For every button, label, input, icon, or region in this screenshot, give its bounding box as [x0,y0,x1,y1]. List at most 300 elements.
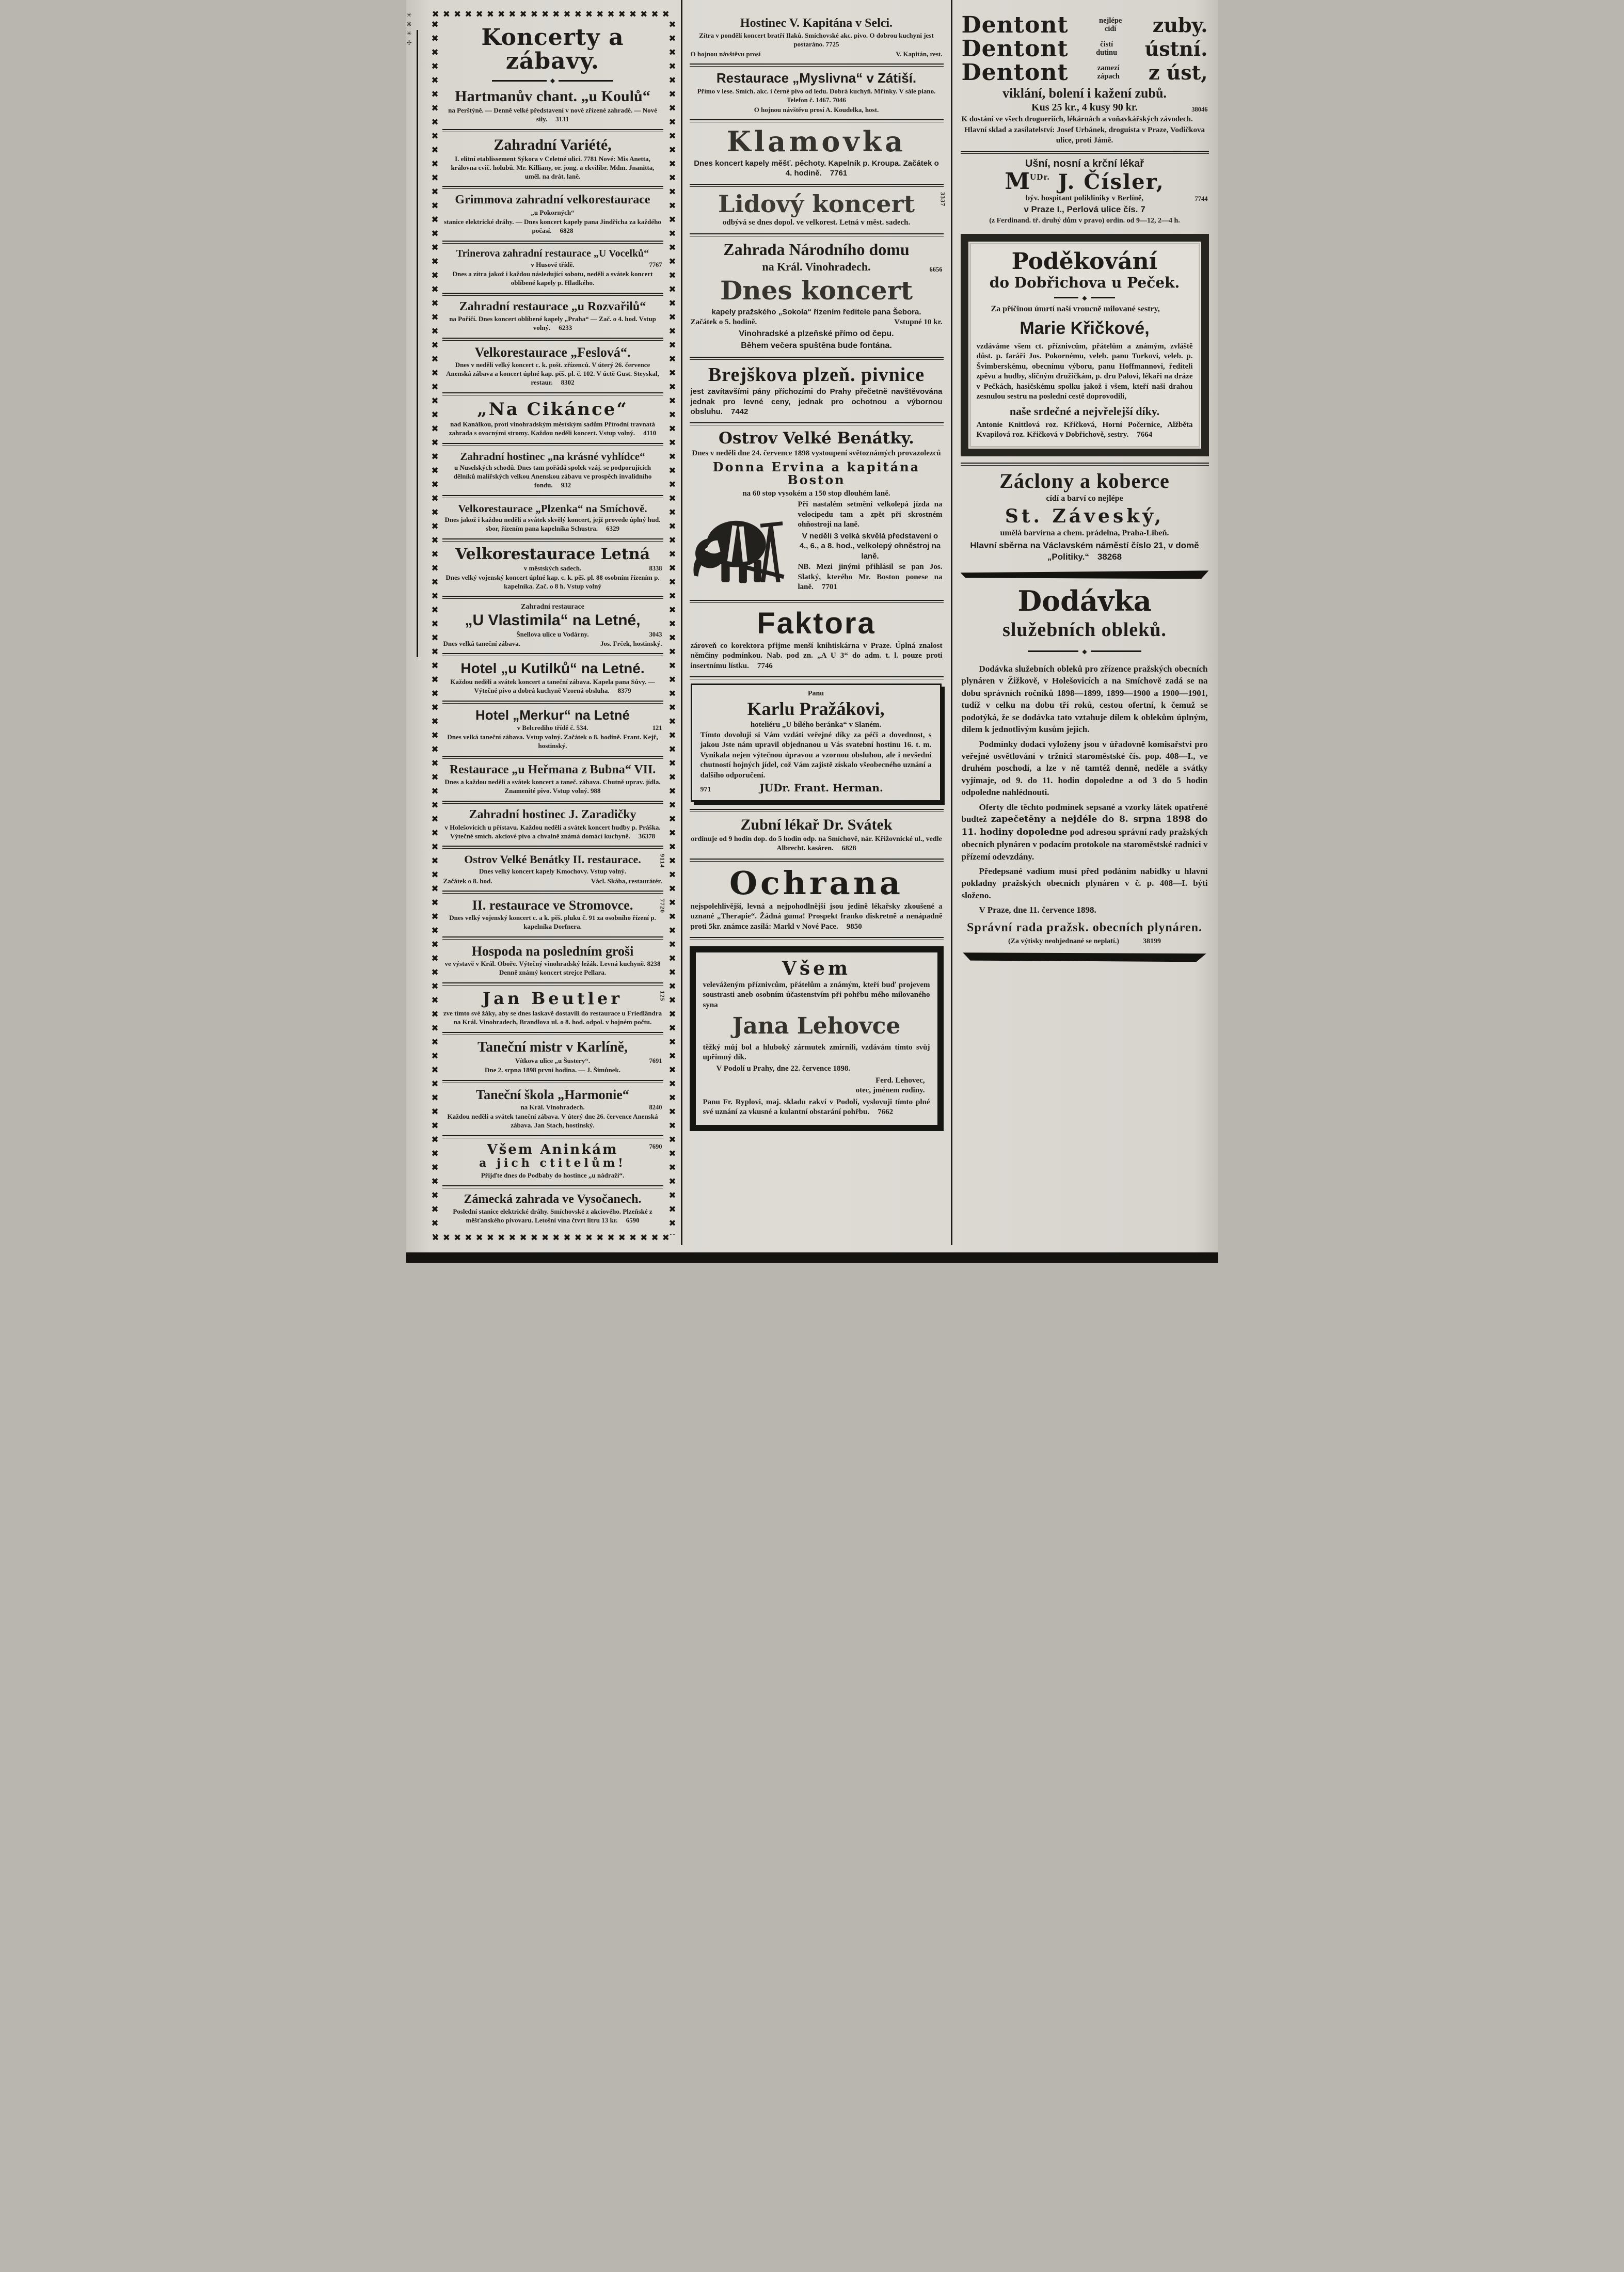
ad-title: Taneční škola „Harmonie“ [476,1087,629,1102]
ad-klamovka [690,125,944,180]
ad-signature-block [703,1076,925,1095]
mid-line-1: zamezí [1097,64,1120,73]
ad-title: Lidový koncert [718,189,915,218]
ad-number: 38046 [1191,105,1208,113]
ad-number: 3131 [555,115,569,123]
ad-body [443,106,662,124]
chain-border-bottom [432,1233,674,1245]
ad-body [691,902,943,932]
ad-tanecni-mistr-karlin [442,1038,663,1076]
ad-title: Restaurace „u Heřmana z Bubna“ VII. [449,762,656,776]
ad-jana-lehovce-obituary [690,946,944,1131]
ad-subtitle [443,1057,662,1065]
page-bottom-edge [406,1252,1218,1263]
ad-body [691,835,943,853]
separator [442,756,663,759]
ad-body: Dnes velký koncert kapely Kmochovy. Vstup volný. [479,867,627,875]
ad-number: 7767 [649,261,662,268]
ad-brejskova-pivnice [690,363,944,419]
ad-performers: Donna Ervina a kapitána Boston [712,459,920,488]
ad-vertical-number: 7720 [659,898,666,913]
ad-title: Taneční mistr v Karlíně, [477,1039,628,1055]
ad-vertical-number: 125 [659,991,666,1002]
ad-number: 6329 [606,524,619,532]
doctor-title-superscript: UDr. [1030,172,1050,182]
ad-body-text: u Nuselských schodů. Dnes tam pořádá spolek vzáj. se podporujících dělníků malířských velkou Anenskou zábavu ve prospěch invalidního fondu. [453,464,652,489]
ad-date-line: V Praze, dne 11. července 1898. [979,905,1096,915]
section-title: Koncerty a zábavy. [481,24,624,75]
separator [442,846,663,849]
ad-trinerova-restaurace [442,247,663,289]
ad-title: Všem [782,958,851,980]
ad-number: 8302 [561,378,575,387]
ad-body-2: těžký můj bol a hluboký zármutek zmírnili, vzdávám tímto svůj upřímný dík. [703,1043,930,1062]
ad-row-right: Václ. Skába, restaurátér. [591,877,662,885]
ad-body: kapely pražského „Sokola“ řízením ředitele pana Šebora. [711,307,921,316]
separator [690,63,944,67]
dentont-mid-text [1097,17,1124,34]
ad-body: odbývá se dnes dopol. ve velkorest. Letná v měst. sadech. [722,218,911,227]
ad-title: Záclony a koberce [999,469,1170,492]
ad-title: Hotel „Merkur“ na Letné [475,707,630,723]
dentont-mid-text [1095,65,1122,81]
ad-row-left: O hojnou návštěvu prosí [690,50,761,58]
ad-body-text: Dnes jakož i každou neděli a svátek skvělý koncert, jejž provede úplný hud. sbor, řízením pana kapelníka Schustra. [444,516,661,532]
ad-title: Hartmanův chant. „u Koulů“ [455,88,650,105]
ad-row-right: Vstupné 10 kr. [894,318,943,327]
dentont-claim-line: viklání, bolení i kažení zubů. [1002,86,1167,101]
columns [406,0,1218,1245]
ad-number: 8379 [617,686,631,694]
ad-title: „U Vlastimila“ na Letné, [465,612,641,629]
ad-body-text: nejspolehlivější, levná a nejpohodlnější jsou jedině lékařsky zkoušené a uznané „Therapie“. Žádná guma! Prospekt franko diskretně a nenápadně proti 5kr. známce zasílá: Markl v Nové Pace. [690,902,943,931]
ad-number: 7662 [878,1108,894,1117]
ad-hotel-merkur [442,707,663,752]
divider-ornament-line [1054,295,1114,301]
separator [690,600,944,603]
doctor-address: v Praze I., Perlová ulice čís. 7 [1024,204,1145,215]
ad-rope-line: na 60 stop vysokém a 150 stop dlouhém laně. [742,489,890,498]
ad-number: 9850 [846,922,862,931]
ad-body: Tímto dovoluji si Vám vzdáti veřejné díky za péči a dovednost, s jakou Jste nám upravil objednanou u Vás svatební hostinu 16. t. m. Vynikala nejen výtečnou úpravou a vzornou obsluhou, ale i nevšední chutností hojných jídel, což Vám zajistě získalo všeobecného uznání a dalšího odporučení. [700,730,932,780]
black-banner-top [961,570,1209,579]
separator [690,119,944,122]
page-fold-line [417,30,418,657]
ad-body [443,315,662,332]
separator [442,801,663,804]
ad-body [691,641,943,672]
black-banner-bottom [961,952,1209,962]
ad-subtitle-text: na Král. Vinohradech. [520,1103,585,1111]
ad-dentont [961,13,1209,147]
ad-row-right: Jos. Frček, hostinský. [600,640,662,648]
ad-title: II. restaurace ve Stromovce. [472,897,633,913]
separator [442,596,663,599]
ad-plzenka-smichov [442,501,663,535]
brand-name: Dentont [961,12,1069,38]
ad-signature: Správní rada pražsk. obecních plynáren. [967,920,1202,934]
ad-place-date: V Podolí u Prahy, dne 22. července 1898. [716,1064,851,1073]
chain-border-left [428,20,440,1235]
ad-body-2: O hojnou návštěvu prosí A. Koudelka, host. [754,105,879,114]
ad-title: Velkorestaurace Letná [455,545,650,563]
ad-u-vlastimila [442,602,663,649]
ad-body [443,516,662,533]
ad-lead: Dnes v neděli dne 24. července 1898 vystoupení světoznámých provazolezců [692,449,941,457]
ad-number: 7761 [830,169,848,178]
paragraph-emphasis: zapečetěny a nejdéle do 8. srpna 1898 do 11. hodiny dopoledne [961,814,1208,837]
ad-body [443,218,662,235]
ad-number: 6656 [929,265,943,273]
ad-body-text: Dnes v neděli velký koncert c. k. pošt. zřízenců. V úterý 26. července Anenská zábava a koncert úplné kap. pěš. pl. č. 102. V úctě Gust. Steyskal, restaur. [446,361,659,387]
column-middle [681,0,952,1245]
ad-body-text: na Perštýně. — Denně velké představení v nově zřízené zahradě. — Nové síly. [448,106,657,123]
ad-body-text: v Holešovicích u přístavu. Každou neděli a svátek koncert hudby p. Práška. Výtečné smích. akciové pivo a chvalně známá domácí kuchyně. [444,823,661,840]
ad-title: Brejškova plzeň. pivnice [708,363,925,386]
claim-word: z úst, [1148,61,1208,84]
ad-body-text: Panu Fr. Ryplovi, maj. skladu rakví v Podolí, vyslovuji tímto plné své uznání za vkusné a kulantní obstarání pohřbu. [703,1098,930,1117]
ad-note: Vinohradské a plzeňské přímo od čepu. [739,329,894,339]
ad-body: Dnes a každou neděli a svátek koncert a taneč. zábava. Chutně uprav. jídla. Znamenité pivo. Vstup volný. 988 [444,778,661,795]
separator [442,1032,663,1035]
separator [442,982,663,986]
ad-body-text: Každou neděli a svátek koncert a taneční zábava. Kapela pana Sůvy. — Výtečné pivo a dobrá kuchyně Vzorná obsluha. [450,677,655,694]
ad-subtitle [443,261,662,269]
ad-big-line: Dnes koncert [720,275,913,306]
ad-paragraph-2: Podmínky dodací vyloženy jsou v úřadovně komisařství pro veřejné osvětlování v tržnici staroměstské čís. pop. 408—I., ve druhém poschodí, a lze v ně tamtéž denně, neděle a svátky vyjímaje, od 9. do 11. hodin dopoledne a od 3 do 5 hodin odpoledne nahlédnouti. [961,739,1208,798]
ad-body [443,1208,662,1225]
ad-body: Dne 2. srpna 1898 první hodina. — J. Šimůnek. [485,1066,620,1074]
ad-grimmova-velkorestaurace [442,192,663,236]
separator [961,151,1209,154]
ad-vertical-number: 9114 [659,854,666,868]
ad-number: 36378 [638,832,656,840]
ad-row [691,50,943,58]
claim-word: zuby. [1152,13,1208,37]
doctor-name-initial: M [1005,168,1030,195]
ad-address [962,540,1208,563]
ad-ochrana [690,865,944,933]
ad-row [691,318,943,327]
ad-title: Hostinec V. Kapitána v Selci. [740,17,893,30]
ad-title: Všem Aninkám [487,1141,618,1157]
separator [442,495,663,498]
ad-row-left: Dnes velká taneční zábava. [443,640,520,648]
separator [690,937,944,940]
ad-na-cikance [442,399,663,439]
divider-ornament-line [492,77,613,84]
edge-marks [407,10,415,47]
ad-na-krasne-vyhlidce [442,449,663,491]
ad-u-rozvarilu [442,299,663,334]
ad-subtitle-text: Vítkova ulice „u Šustery“. [515,1056,591,1064]
ad-title: Velkorestaurace „Plzenka“ na Smíchově. [458,502,647,515]
ad-number: 7690 [649,1142,662,1150]
ad-number: 7701 [821,583,837,592]
dentont-row-1 [962,14,1208,37]
ad-number: 932 [561,481,571,489]
ad-paragraph-3 [962,801,1208,863]
column-concerts [420,0,678,1245]
chain-border-right [665,20,678,1235]
ad-title: Karlu Pražákovi, [747,698,885,720]
ad-zahrada-narodniho-domu [690,240,944,353]
ad-body: Zítra v pondělí koncert bratří Ilaků. Smíchovské akc. pivo. O dobrou kuchyni jest postaráno. 7725 [699,31,934,49]
ad-subtitle [691,260,943,274]
ad-lidovy-koncert [690,189,947,230]
ad-subtitle [443,630,662,639]
ad-body-text: Poslední stanice elektrické dráhy. Smíchovské z akciového. Plzeňské z měšťanského pivovaru. Letošní vína čtvrt litru 13 kr. [453,1208,652,1224]
ad-signature [977,420,1193,440]
ad-row-right: V. Kapitán, rest. [896,50,943,58]
separator [442,701,663,704]
ad-body: umělá barvírna a chem. prádelna, Praha-Libeň. [1000,529,1169,538]
ad-pretitle: Zahradní restaurace [520,603,584,611]
ad-title: Ostrov Velké Benátky II. restaurace. [464,853,641,866]
ad-body [443,464,662,490]
ad-number: 7746 [757,661,773,670]
ad-title: Zubní lékař Dr. Svátek [740,816,893,834]
ad-title: Zahradní Variété, [493,136,612,153]
ad-restaurace-myslivna [690,70,944,116]
ad-paragraph-1: Při nastalém setmění velkolepá jízda na velocipedu tam a zpět při skrostném ohňostroji na laně. [798,500,943,529]
dentont-price-line [962,102,1208,114]
divider-ornament [1082,648,1087,655]
ad-row-left: Začátek o 5. hodině. [690,318,757,327]
ad-number: 7744 [1195,195,1208,203]
ad-zahradni-variete [442,135,663,182]
ad-title: Ochrana [729,864,903,902]
ad-title: Ostrov Velké Benátky. [719,428,914,448]
ad-number: 121 [652,724,662,732]
ad-body: Každou neděli a svátek taneční zábava. V úterý dne 26. července Anenská zábava. Jan Stach, hostinský. [447,1113,658,1129]
paragraph-text: Oferty dle těchto podmínek sepsané a vzorky látek opatřené budtež [961,802,1208,824]
ad-subtitle: „u Pokorných“ [531,208,575,216]
separator [442,443,663,446]
ad-row [443,877,662,885]
dentont-row-3 [962,61,1208,84]
mid-line-2: dutinu [1096,49,1118,57]
ad-podekovani-krickova [961,234,1209,456]
ad-title: Zahrada Národního domu [723,240,910,259]
ad-body: Přímo v lese. Smích. akc. i černé pivo od ledu. Dobrá kuchyň. Mřínky. V sále piano. Telefon č. 1467. 7046 [697,87,936,104]
ad-number: 7691 [649,1057,662,1064]
ad-number: 6828 [560,226,574,234]
ad-subtitle-text: na Král. Vinohradech. [762,260,871,273]
dentont-distributor: Hlavní sklad a zasílatelství: Josef Urbánek, droguista v Praze, Vodičkova ulice, proti Jámě. [964,126,1205,145]
ad-title: Hotel „u Kutilků“ na Letné. [460,660,645,677]
ad-number: 38199 [1143,938,1161,946]
ad-body: ve výstavě v Král. Oboře. Výtečný vinohradský ležák. Levná kuchyně. 8238 Denně známý koncert strejce Pellara. [444,960,661,977]
ad-lead: Za příčinou úmrtí naší vroucně milované sestry, [991,304,1160,313]
ad-body-text: Dnes koncert kapely měšť. pěchoty. Kapelník p. Kroupa. Začátek o 4. hodině. [694,158,939,178]
ad-subtitle [443,724,662,732]
price-text: Kus 25 kr., 4 kusy 90 kr. [1031,101,1138,113]
claim-word: ústní. [1144,37,1208,60]
ad-title-line-2: do Dobřichova u Peček. [989,274,1180,292]
mid-line-2: zápach [1097,72,1120,81]
ad-title: „Na Cikánce“ [477,399,628,420]
ad-body-text: NB. Mezi jinými přihlásil se pan Jos. Slatký, kterého Mr. Boston ponese na laně. [798,563,943,592]
footnote-text: (Za výtisky neobjednané se neplatí.) [1008,938,1120,946]
paragraph-text: pod adresou správní rady pražských obecních plynáren v podacím protokole na staroměstské radnici v přízemí odevzdány. [961,827,1208,862]
doctor-credentials [962,194,1208,203]
ad-hostinec-kapitana [690,15,944,60]
separator [690,233,944,236]
ad-deceased-name: Marie Křičkové, [1020,318,1150,338]
separator [442,653,663,656]
ad-feslova [442,344,663,389]
ad-ii-restaurace-stromovka [442,897,666,933]
ad-body [443,823,662,841]
mid-line-1: čistí [1100,40,1113,49]
ad-ostrov-velke-benatky [690,428,944,597]
ad-lead: cídí a barví co nejlépe [1046,494,1123,503]
doctor-specialty: Ušní, nosní a krční lékař [1025,158,1144,170]
ad-number: 971 [700,786,711,794]
ad-body [443,678,662,695]
ad-deceased-name: Jana Lehovce [732,1013,901,1040]
separator [442,891,663,894]
ad-company-name: St. Záveský, [1005,505,1165,528]
separator [442,936,663,940]
ad-karlu-prazakovi [691,684,942,802]
ad-title: Klamovka [726,125,906,158]
ad-body: Dnes velký vojenský koncert úplné kap. c. k. pěš. pl. 88 osobním řízením p. kapelníka. Zač. o 8 h. Vstup volný [445,573,660,590]
ad-address-text: Hlavní sběrna na Václavském náměstí číslo 21, v domě „Politiky.“ [970,541,1199,562]
ad-title: Zámecká zahrada ve Vysočanech. [464,1192,642,1206]
ad-body: I. elitní etablissement Sýkora v Celetné ulici. 7781 Nové: Mis Anetta, královna cvič. holubů. Mr. Killiany, or. jong. a ekvilibr. Mdm. Jnanitta, uměl. na drát. laně. [451,154,655,180]
separator [442,1135,663,1138]
separator [690,859,944,862]
ad-dodavka-obleku [961,585,1209,946]
ad-faktora [690,606,944,673]
ad-body [691,387,943,417]
ad-number: 7442 [731,407,749,417]
ad-body: Přijďte dnes do Podbaby do hostince „u nádraží“. [481,1171,625,1179]
elephant-illustration [691,501,793,595]
divider-ornament [550,77,555,84]
ad-number: 7664 [1137,431,1153,439]
separator [442,392,663,395]
ad-title: Zahradní restaurace „u Rozvařilů“ [459,299,646,313]
mid-line-2: cidí [1104,25,1117,33]
column-right [952,0,1215,1245]
ad-vsem-aninkam [442,1141,663,1182]
ad-body: Dnes velká taneční zábava. Vstup volný. Začátek o 8. hodině. Frant. Kejř, hostinský. [447,733,658,750]
ad-signature-text: Antonie Knittlová roz. Křičková, Horní Počernice, Alžběta Kvapilová roz. Křičková v Dobřichově, sestry. [976,420,1193,439]
doctor-hours: (z Ferdinand. tř. druhý dům v pravo) ordin. od 9—12, 2—4 h. [989,217,1180,225]
ad-title: Zahradní hostinec „na krásné vyhlídce“ [460,450,645,463]
ad-signature-role: otec, jménem rodiny. [855,1086,925,1094]
ad-subtitle-text: v Belcrediho třídě č. 534. [517,724,588,732]
ad-hostinec-zaradicky [442,807,663,842]
ad-paragraph-4: Předepsané vadium musí před podáním nabídky u hlavní pokladny pražských obecních plynáren v č. p. 408—I. býti složeno. [961,866,1208,900]
ad-title: Dodávka [1017,584,1152,618]
ad-benatky-ii-restaurace [442,852,666,886]
ad-body: vzdáváme všem ct. příznivcům, přátelům a známým, zvláště důst. p. faráři Jos. Pokornému, veleb. panu Turkovi, veleb. p. Švimberskému, obecnímu výboru, panu Hoffmannovi, řediteli zpěvu a hudby, sličným družičkám, p. dru Palovi, lékaři na dráze v Pečkách, hasičskému spolku jakož i všem, kteří naši drahou zesnulou sestru na poslední cestě doprovodili, [976,342,1193,401]
separator [442,293,663,296]
ad-body: veleváženým příznivcům, přátelům a známým, kteří buď projevem soustrasti aneb osobním účastenstvím při pohřbu mého milovaného syna [703,980,930,1009]
ad-body-text: nad Kanálkou, proti vinohradským městským sadům Přírodní travnatá zahrada s ovocnými stromy. Každou neděli koncert. Vstup volný. [449,420,655,437]
ad-title: Zahradní hostinec J. Zaradičky [469,808,636,822]
dentont-availability: K dostání ve všech drogueriích, lékárnách a voňavkářských závodech. [961,115,1193,123]
ad-tanecni-skola-harmonie [442,1086,663,1132]
separator [690,676,944,679]
brand-name: Dentont [961,36,1069,62]
ad-row [443,640,662,648]
ad-title-line-2: služebních obleků. [1002,618,1167,641]
ad-paragraph-1: Dodávka služebních obleků pro zřízence pražských obecních plynáren v Žižkově, v Holešovicích a na Smíchově zadá se na dobu správních ročníků 1898—1899, 1899—1900 a 1900—1901, tudíž v celku na dobu tří roků, cestou ofertní, k čemuž se podotýká, že se dodávka tato vztahuje dílem k oblekům úplným, dílem k jednotlivým kusům jejich. [961,663,1208,735]
ad-body: Dnes velký vojenský koncert c. a k. pěš. pluku č. 91 za osobního řízení p. kapelníka Dorfnera. [449,914,656,931]
ad-subtitle-text: v Husově třídě. [531,260,575,268]
ad-pretitle: Panu [807,690,824,698]
ad-signature-name: Ferd. Lehovec, [875,1076,925,1085]
divider-ornament-line [1028,648,1141,655]
ad-note-2: Během večera spuštěna bude fontána. [741,341,892,351]
ad-body-text: ordinuje od 9 hodin dop. do 5 hodin odp. na Smíchově, nár. Křižovnické ul., vedle Albrecht. kasáren. [691,835,942,853]
ad-number: 3043 [649,631,662,639]
separator [690,357,944,360]
ad-title: Poděkování [1011,248,1158,275]
ad-title: Trinerova zahradní restaurace „U Vocelků“ [456,247,649,259]
ad-subtitle-text: Šnellova ulice u Vodárny. [516,630,589,639]
separator [442,1185,663,1188]
doctor-name: J. Čísler, [1049,170,1165,195]
ad-velkorestaurace-letna [442,545,663,593]
ad-title: Restaurace „Myslivna“ v Zátiší. [716,70,917,86]
ad-title: Grimmova zahradní velkorestaurace [455,193,650,207]
ad-number: 6233 [559,323,572,331]
ad-title: Hospoda na posledním groši [471,943,634,959]
separator [442,241,663,244]
ad-body-text: na Poříčí. Dnes koncert oblíbené kapely „Praha“ — Zač. o 4. hod. Vstup volný. [449,315,656,331]
dentont-mid-text [1094,41,1119,57]
ad-title: Faktora [757,607,876,641]
ad-number: 8240 [649,1104,662,1111]
ad-mudr-cisler [961,157,1209,227]
ad-title: Velkorestaurace „Feslová“. [474,344,631,360]
ad-subtitle [443,564,662,573]
divider-ornament [1082,295,1087,301]
ad-body-3 [703,1098,930,1118]
ad-number: 4110 [643,428,657,437]
ad-signature-row [700,782,932,794]
separator [442,538,663,542]
separator [690,184,944,187]
ad-number: 8338 [649,564,662,572]
ad-body [691,158,943,179]
ad-body-text: jest zavítavšími pány příchozími do Prahy přečetně navštěvována jednak pro levné ceny, jednak pro ochotnou a výbornou obsluhu. [690,387,943,417]
ad-jan-beutler [442,989,666,1028]
ad-u-hermana-z-bubna [442,762,663,797]
doctor-name-line [962,170,1208,193]
ad-zaclony-a-koberce [961,469,1209,564]
ad-title-second-line: a jich ctitelům! [479,1156,626,1170]
separator [961,463,1209,466]
ad-body: zve tímto své žáky, aby se dnes laskavě dostavili do restaurace u Friedländra na Král. Vinohradech, Brandlova ul. o 8. hod. odpol. v hojném počtu. [443,1009,662,1026]
ad-number: 6590 [626,1216,640,1224]
ad-row-left: Začátek o 8. hod. [443,877,492,885]
ad-subtitle [443,1103,662,1111]
dentont-row-2 [962,38,1208,60]
ad-signature: JUDr. Frant. Herman. [759,782,883,795]
ad-footnote [962,938,1208,946]
credentials-text: býv. hospitant polikliniky v Berlíně, [1025,194,1144,203]
ad-number: 38268 [1097,552,1122,562]
ad-zamecka-zahrada-vysocany [442,1191,663,1227]
ad-body-text: zároveň co korektora přijme menší knihtiskárna v Praze. Úplná znalost němčiny podmínkou. Nab. pod zn. „A U 3“ do adm. t. l. pouze proti insertnímu lístku. [690,641,943,670]
